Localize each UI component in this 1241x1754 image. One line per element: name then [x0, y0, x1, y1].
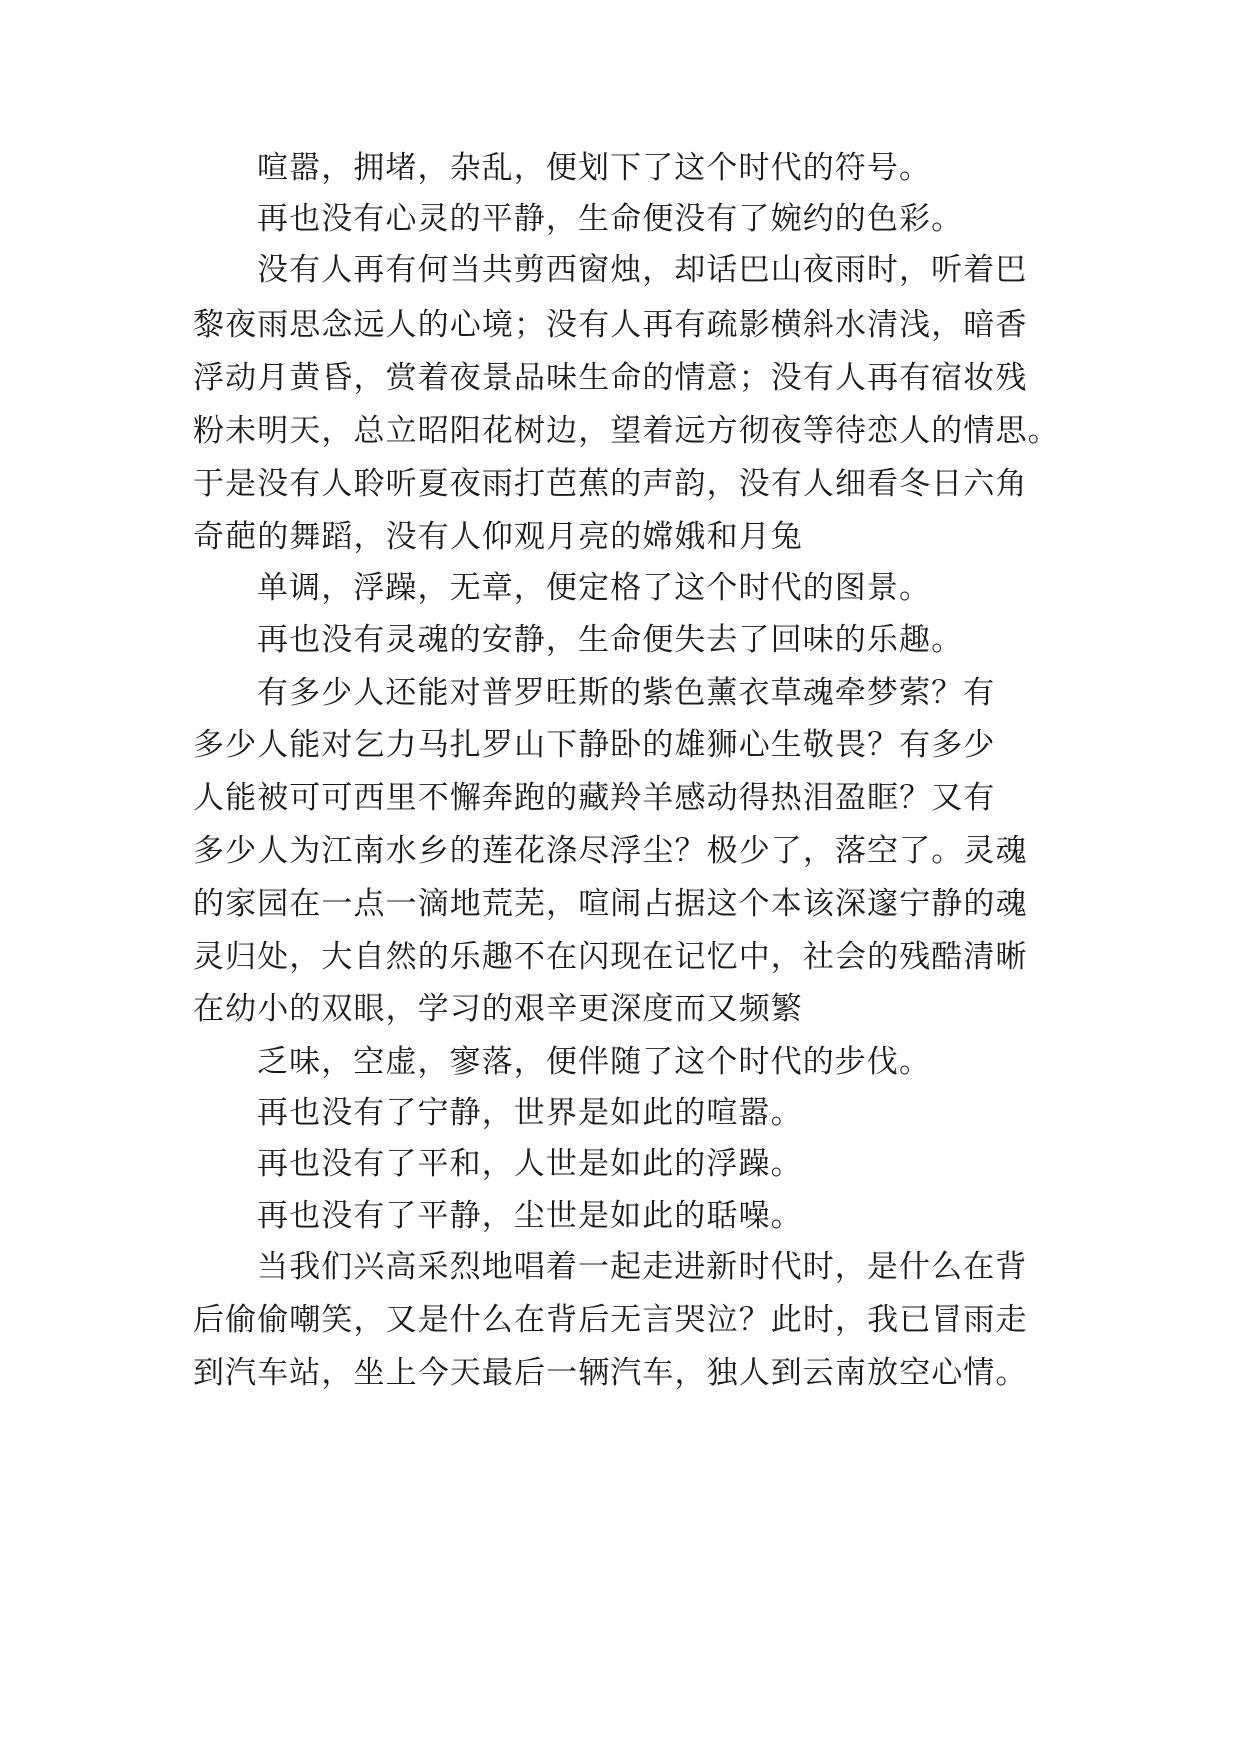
- paragraph-line: 多少人能对乞力马扎罗山下静卧的雄狮心生敬畏？有多少: [193, 727, 996, 763]
- paragraph-line: 粉未明天，总立昭阳花树边，望着远方彻夜等待恋人的情思。: [193, 413, 1060, 449]
- paragraph-line: 单调，浮躁，无章，便定格了这个时代的图景。: [257, 570, 932, 606]
- paragraph-line: 再也没有了平静，尘世是如此的聒噪。: [257, 1198, 803, 1234]
- paragraph-line: 在幼小的双眼，学习的艰辛更深度而又频繁: [193, 991, 803, 1027]
- paragraph-line: 奇葩的舞蹈，没有人仰观月亮的嫦娥和月兔: [193, 519, 803, 555]
- paragraph-line: 再也没有了宁静，世界是如此的喧嚣。: [257, 1095, 803, 1131]
- paragraph-line: 的家园在一点一滴地荒芜，喧闹占据这个本该深邃宁静的魂: [193, 886, 1028, 922]
- paragraph-line: 有多少人还能对普罗旺斯的紫色薰衣草魂牵梦萦？有: [257, 675, 996, 711]
- paragraph-line: 喧嚣，拥堵，杂乱，便划下了这个时代的符号。: [257, 150, 932, 186]
- paragraph-line: 灵归处，大自然的乐趣不在闪现在记忆中，社会的残酷清晰: [193, 939, 1028, 975]
- paragraph-line: 乏味，空虚，寥落，便伴随了这个时代的步伐。: [257, 1044, 932, 1080]
- paragraph-line: 于是没有人聆听夏夜雨打芭蕉的声韵，没有人细看冬日六角: [193, 466, 1028, 502]
- paragraph-line: 没有人再有何当共剪西窗烛，却话巴山夜雨时，听着巴: [257, 252, 1028, 288]
- paragraph-line: 当我们兴高采烈地唱着一起走进新时代时，是什么在背: [257, 1249, 1028, 1285]
- paragraph-line: 后偷偷嘲笑，又是什么在背后无言哭泣？此时，我已冒雨走: [193, 1302, 1028, 1338]
- paragraph-line: 到汽车站，坐上今天最后一辆汽车，独人到云南放空心情。: [193, 1355, 1028, 1391]
- paragraph-line: 再也没有灵魂的安静，生命便失去了回味的乐趣。: [257, 622, 964, 658]
- paragraph-line: 再也没有了平和，人世是如此的浮躁。: [257, 1146, 803, 1182]
- paragraph-line: 多少人为江南水乡的莲花涤尽浮尘？极少了，落空了。灵魂: [193, 833, 1028, 869]
- paragraph-line: 黎夜雨思念远人的心境；没有人再有疏影横斜水清浅，暗香: [193, 307, 1028, 343]
- paragraph-line: 人能被可可西里不懈奔跑的藏羚羊感动得热泪盈眶？又有: [193, 780, 996, 816]
- paragraph-line: 再也没有心灵的平静，生命便没有了婉约的色彩。: [257, 201, 964, 237]
- paragraph-line: 浮动月黄昏，赏着夜景品味生命的情意；没有人再有宿妆残: [193, 360, 1028, 396]
